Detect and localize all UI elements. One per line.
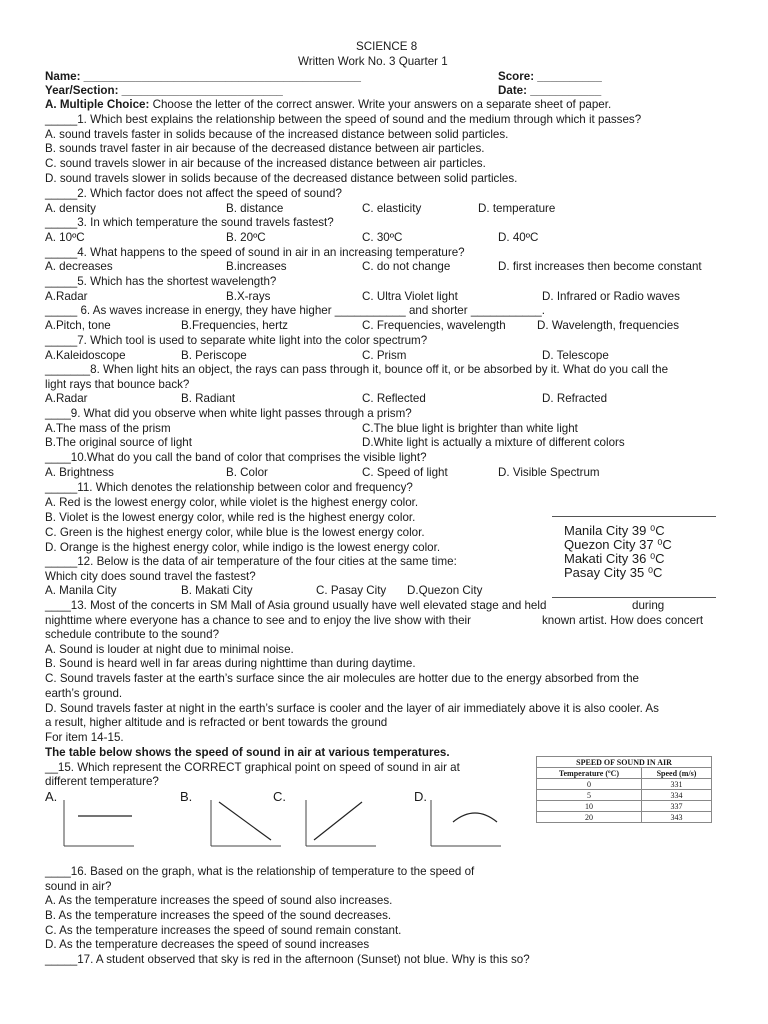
q13-option-c-line2: earth’s ground. xyxy=(45,687,123,700)
speed-of-sound-table xyxy=(536,756,712,823)
q13-stem-line3: schedule contribute to the sound? xyxy=(45,628,220,641)
q9-option-c: C.The blue light is brighter than white light xyxy=(362,422,578,435)
q12-option-b: B. Makati City xyxy=(181,584,253,597)
year-section-field[interactable]: Year/Section: _________________________ xyxy=(45,84,283,97)
q15-stem-line1: __15. Which represent the CORRECT graphical point on speed of sound in air at xyxy=(45,761,460,774)
q5-option-d: D. Infrared or Radio waves xyxy=(542,290,680,303)
temp-cell: 20 xyxy=(537,812,642,823)
q3-option-b: B. 20ºC xyxy=(226,231,266,244)
speed-cell: 334 xyxy=(642,790,712,801)
q4-option-a: A. decreases xyxy=(45,260,113,273)
q12-stem-line1: _____12. Below is the data of air temperature of the four cities at the same time: xyxy=(45,555,457,568)
q9-option-a: A.The mass of the prism xyxy=(45,422,171,435)
city-pasay: Pasay City 35 ⁰C xyxy=(564,565,663,580)
q10-stem: ____10.What do you call the band of color that comprises the visible light? xyxy=(45,451,427,464)
graph-c-label: C. xyxy=(273,789,286,804)
q2-option-a: A. density xyxy=(45,202,96,215)
q13-stem-line1-end: during xyxy=(632,599,665,612)
table-row xyxy=(537,812,712,823)
q1-option-d: D. sound travels slower in solids because of the decreased distance between solid particles. xyxy=(45,172,518,185)
temp-cell: 0 xyxy=(537,779,642,790)
q8-option-c: C. Reflected xyxy=(362,392,426,405)
speed-cell: 343 xyxy=(642,812,712,823)
q2-stem: _____2. Which factor does not affect the speed of sound? xyxy=(45,187,342,200)
table-row xyxy=(537,790,712,801)
q6-option-d: D. Wavelength, frequencies xyxy=(537,319,679,332)
sound-table-title: SPEED OF SOUND IN AIR xyxy=(537,757,712,768)
q12-stem-line2: Which city does sound travel the fastest? xyxy=(45,570,256,583)
table-intro: The table below shows the speed of sound in air at various temperatures. xyxy=(45,746,450,759)
q9-option-d: D.White light is actually a mixture of different colors xyxy=(362,436,625,449)
q2-option-d: D. temperature xyxy=(478,202,556,215)
q16-option-b: B. As the temperature increases the speed of the sound decreases. xyxy=(45,909,392,922)
q16-option-c: C. As the temperature increases the speed of sound remain constant. xyxy=(45,924,402,937)
q13-option-d-line1: D. Sound travels faster at night in the earth’s surface is cooler and the layer of air immediately above it is also cooler. As xyxy=(45,702,659,715)
q6-stem: _____ 6. As waves increase in energy, they have higher ___________ and shorter ___________. xyxy=(45,304,545,317)
graph-c-increasing xyxy=(300,796,380,854)
graph-a-constant xyxy=(58,796,138,854)
q5-option-c: C. Ultra Violet light xyxy=(362,290,458,303)
q10-option-a: A. Brightness xyxy=(45,466,114,479)
q11-stem: _____11. Which denotes the relationship between color and frequency? xyxy=(45,481,413,494)
q12-option-c: C. Pasay City xyxy=(316,584,387,597)
q13-option-b: B. Sound is heard well in far areas during nighttime than during daytime. xyxy=(45,657,416,670)
speed-cell: 337 xyxy=(642,801,712,812)
q8-option-a: A.Radar xyxy=(45,392,88,405)
q9-stem: ____9. What did you observe when white light passes through a prism? xyxy=(45,407,412,420)
table-row xyxy=(537,801,712,812)
q9-option-b: B.The original source of light xyxy=(45,436,192,449)
temp-cell: 5 xyxy=(537,790,642,801)
q3-option-d: D. 40ºC xyxy=(498,231,539,244)
q13-option-a: A. Sound is louder at night due to minimal noise. xyxy=(45,643,294,656)
q4-stem: _____4. What happens to the speed of sound in air in an increasing temperature? xyxy=(45,246,465,259)
q3-stem: _____3. In which temperature the sound travels fastest? xyxy=(45,216,334,229)
subject-title: SCIENCE 8 xyxy=(356,40,418,53)
q2-option-b: B. distance xyxy=(226,202,284,215)
q10-option-c: C. Speed of light xyxy=(362,466,448,479)
q12-option-d: D.Quezon City xyxy=(407,584,483,597)
graph-d-label: D. xyxy=(414,789,427,804)
q3-option-a: A. 10ºC xyxy=(45,231,85,244)
q7-option-d: D. Telescope xyxy=(542,349,609,362)
q1-option-b: B. sounds travel faster in air because of the decreased distance between air particles. xyxy=(45,142,485,155)
q6-option-b: B.Frequencies, hertz xyxy=(181,319,288,332)
sound-table-col-temperature: Temperature (ºC) xyxy=(537,768,642,779)
q4-option-d: D. first increases then become constant xyxy=(498,260,702,273)
q16-option-a: A. As the temperature increases the speed of sound also increases. xyxy=(45,894,393,907)
q6-option-a: A.Pitch, tone xyxy=(45,319,111,332)
name-field[interactable]: Name: ___________________________________________ xyxy=(45,70,361,83)
q1-option-a: A. sound travels faster in solids because of the increased distance between solid particles. xyxy=(45,128,509,141)
q13-stem-line2-end: known artist. How does concert xyxy=(542,614,704,627)
q11-option-b: B. Violet is the lowest energy color, while red is the highest energy color. xyxy=(45,511,416,524)
graph-b-decreasing xyxy=(205,796,285,854)
q11-option-d: D. Orange is the highest energy color, while indigo is the lowest energy color. xyxy=(45,541,441,554)
table-row xyxy=(537,779,712,790)
q7-option-c: C. Prism xyxy=(362,349,407,362)
q8-stem-line2: light rays that bounce back? xyxy=(45,378,190,391)
q11-option-c: C. Green is the highest energy color, while blue is the lowest energy color. xyxy=(45,526,425,539)
q8-option-b: B. Radiant xyxy=(181,392,236,405)
section-a-heading: A. Multiple Choice: xyxy=(45,98,150,111)
q7-stem: _____7. Which tool is used to separate white light into the color spectrum? xyxy=(45,334,428,347)
graph-a-label: A. xyxy=(45,789,58,804)
q11-option-a: A. Red is the lowest energy color, while violet is the highest energy color. xyxy=(45,496,419,509)
q7-option-b: B. Periscope xyxy=(181,349,247,362)
city-makati: Makati City 36 ⁰C xyxy=(564,551,665,566)
graph-b-label: B. xyxy=(180,789,193,804)
q6-option-c: C. Frequencies, wavelength xyxy=(362,319,506,332)
q16-stem-line1: ____16. Based on the graph, what is the relationship of temperature to the speed of xyxy=(45,865,475,878)
q13-stem-line1: ____13. Most of the concerts in SM Mall of Asia ground usually have well elevated stage and held xyxy=(45,599,547,612)
q5-stem: _____5. Which has the shortest wavelength? xyxy=(45,275,277,288)
q17-stem: _____17. A student observed that sky is red in the afternoon (Sunset) not blue. Why is this so? xyxy=(45,953,530,966)
q7-option-a: A.Kaleidoscope xyxy=(45,349,126,362)
q13-option-c-line1: C. Sound travels faster at the earth’s surface since the air molecules are hotter due to the energy absorbed from the xyxy=(45,672,639,685)
q15-stem-line2: different temperature? xyxy=(45,775,159,788)
temp-cell: 10 xyxy=(537,801,642,812)
date-field[interactable]: Date: ___________ xyxy=(498,84,602,97)
city-quezon: Quezon City 37 ⁰C xyxy=(564,537,672,552)
speed-cell: 331 xyxy=(642,779,712,790)
q1-stem: _____1. Which best explains the relationship between the speed of sound and the medium through which it passes? xyxy=(45,113,642,126)
q5-option-b: B.X-rays xyxy=(226,290,271,303)
q13-option-d-line2: a result, higher altitude and is refracted or bent towards the ground xyxy=(45,716,388,729)
q1-option-c: C. sound travels slower in air because of the increased distance between air particles. xyxy=(45,157,486,170)
items-14-15-label: For item 14-15. xyxy=(45,731,124,744)
score-field[interactable]: Score: __________ xyxy=(498,70,602,83)
q10-option-d: D. Visible Spectrum xyxy=(498,466,600,479)
q10-option-b: B. Color xyxy=(226,466,268,479)
q4-option-b: B.increases xyxy=(226,260,287,273)
q16-option-d: D. As the temperature decreases the speed of sound increases xyxy=(45,938,370,951)
q8-option-d: D. Refracted xyxy=(542,392,608,405)
q4-option-c: C. do not change xyxy=(362,260,451,273)
q2-option-c: C. elasticity xyxy=(362,202,422,215)
q16-stem-line2: sound in air? xyxy=(45,880,112,893)
city-manila: Manila City 39 ⁰C xyxy=(564,523,665,538)
q8-stem-line1: _______8. When light hits an object, the rays can pass through it, bounce off it, or be absorbed by it. What do you call the xyxy=(45,363,669,376)
document-title: Written Work No. 3 Quarter 1 xyxy=(298,55,448,68)
q3-option-c: C. 30ºC xyxy=(362,231,403,244)
section-a-instruction: Choose the letter of the correct answer. Write your answers on a separate sheet of paper. xyxy=(149,98,612,111)
q13-stem-line2: nighttime where everyone has a chance to see and to enjoy the live show with their xyxy=(45,614,471,627)
graph-d-curve xyxy=(425,796,505,854)
section-a-instructions xyxy=(45,98,611,112)
q5-option-a: A.Radar xyxy=(45,290,88,303)
city-temperature-box xyxy=(552,516,716,598)
q12-option-a: A. Manila City xyxy=(45,584,117,597)
sound-table-col-speed: Speed (m/s) xyxy=(642,768,712,779)
